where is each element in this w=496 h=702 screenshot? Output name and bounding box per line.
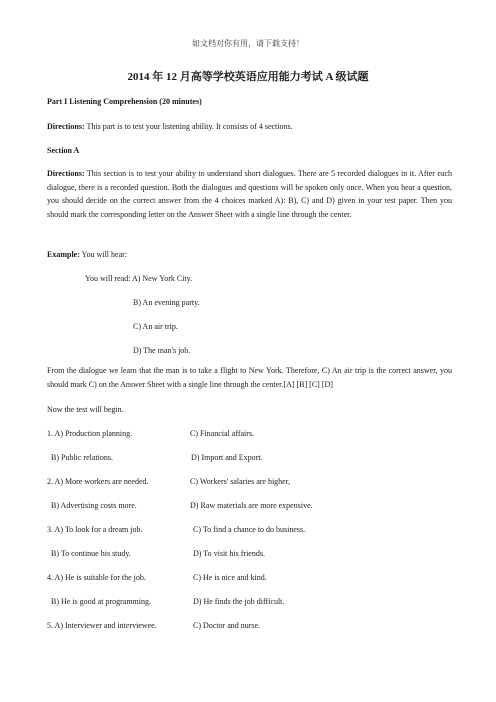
question-5-option-a: 5. A) Interviewer and interviewee. [47, 621, 157, 630]
section-directions [47, 167, 452, 221]
part-directions [47, 122, 293, 132]
question-1-option-a: 1. A) Production planning. [47, 429, 133, 438]
question-2-option-d: D) Raw materials are more expensive. [190, 501, 313, 510]
question-4-option-c: C) He is nice and kind. [193, 573, 267, 582]
example-option-b: B) An evening party. [133, 298, 200, 307]
question-5-option-c: C) Doctor and nurse. [193, 621, 261, 630]
directions-label: Directions: [47, 169, 85, 178]
question-1-option-b: B) Public relations. [51, 453, 113, 462]
directions-text: This part is to test your listening ability. It consists of 4 sections. [84, 122, 293, 131]
directions-label: Directions: [47, 122, 85, 131]
section-heading: Section A [47, 146, 80, 155]
question-3-option-a: 3. A) To look for a dream job. [47, 525, 143, 534]
page-title: 2014 年 12 月高等学校英语应用能力考试 A 级试题 [127, 71, 369, 83]
example-hear-text: You will hear: [79, 250, 128, 259]
example-hear [47, 250, 127, 260]
example-option-a: You will read: A) New York City. [85, 274, 193, 283]
example-option-d: D) The man's job. [133, 346, 191, 355]
question-4-option-b: B) He is good at programming. [51, 597, 151, 606]
example-explanation: From the dialogue we learn that the man is to take a flight to New York. Therefore, C) An air trip is the correct answer, you should mark C) on the Answer Sheet with a single line through the center.[A] [B] [C] [D] [47, 366, 452, 389]
test-begin: Now the test will begin. [47, 405, 124, 414]
question-2-option-c: C) Workers' salaries are higher, [190, 477, 291, 486]
example-label: Example: [47, 250, 80, 259]
question-3-option-c: C) To find a chance to do business. [193, 525, 306, 534]
directions-text: This section is to test your ability to understand short dialogues. There are 5 recorded dialogues in it. After each dialogue, there is a recorded question. Both the dialogues and questions will be spoken only once. When you hear a question, you should decide on the correct answer from the 4 choices marked A): B), C) and D) given in your test paper. Then you should mark the corresponding letter on the Answer Sheet with a single line through the center. [47, 169, 452, 219]
page-header-note: 如文档对你有用，请下载支持！ [192, 39, 304, 48]
part-heading: Part I Listening Comprehension (20 minutes) [47, 97, 202, 106]
question-1-option-c: C) Financial affairs. [190, 429, 255, 438]
question-1-option-d: D) Import and Export. [191, 453, 263, 462]
question-3-option-b: B) To continue his study. [51, 549, 131, 558]
question-2-option-b: B) Advertising costs more. [51, 501, 137, 510]
question-3-option-d: D) To visit his friends. [193, 549, 265, 558]
question-4-option-a: 4. A) He is suitable for the job. [47, 573, 146, 582]
example-option-c: C) An air trip. [133, 322, 178, 331]
question-2-option-a: 2. A) More workers are needed. [47, 477, 149, 486]
question-4-option-d: D) He finds the job difficult. [193, 597, 285, 606]
